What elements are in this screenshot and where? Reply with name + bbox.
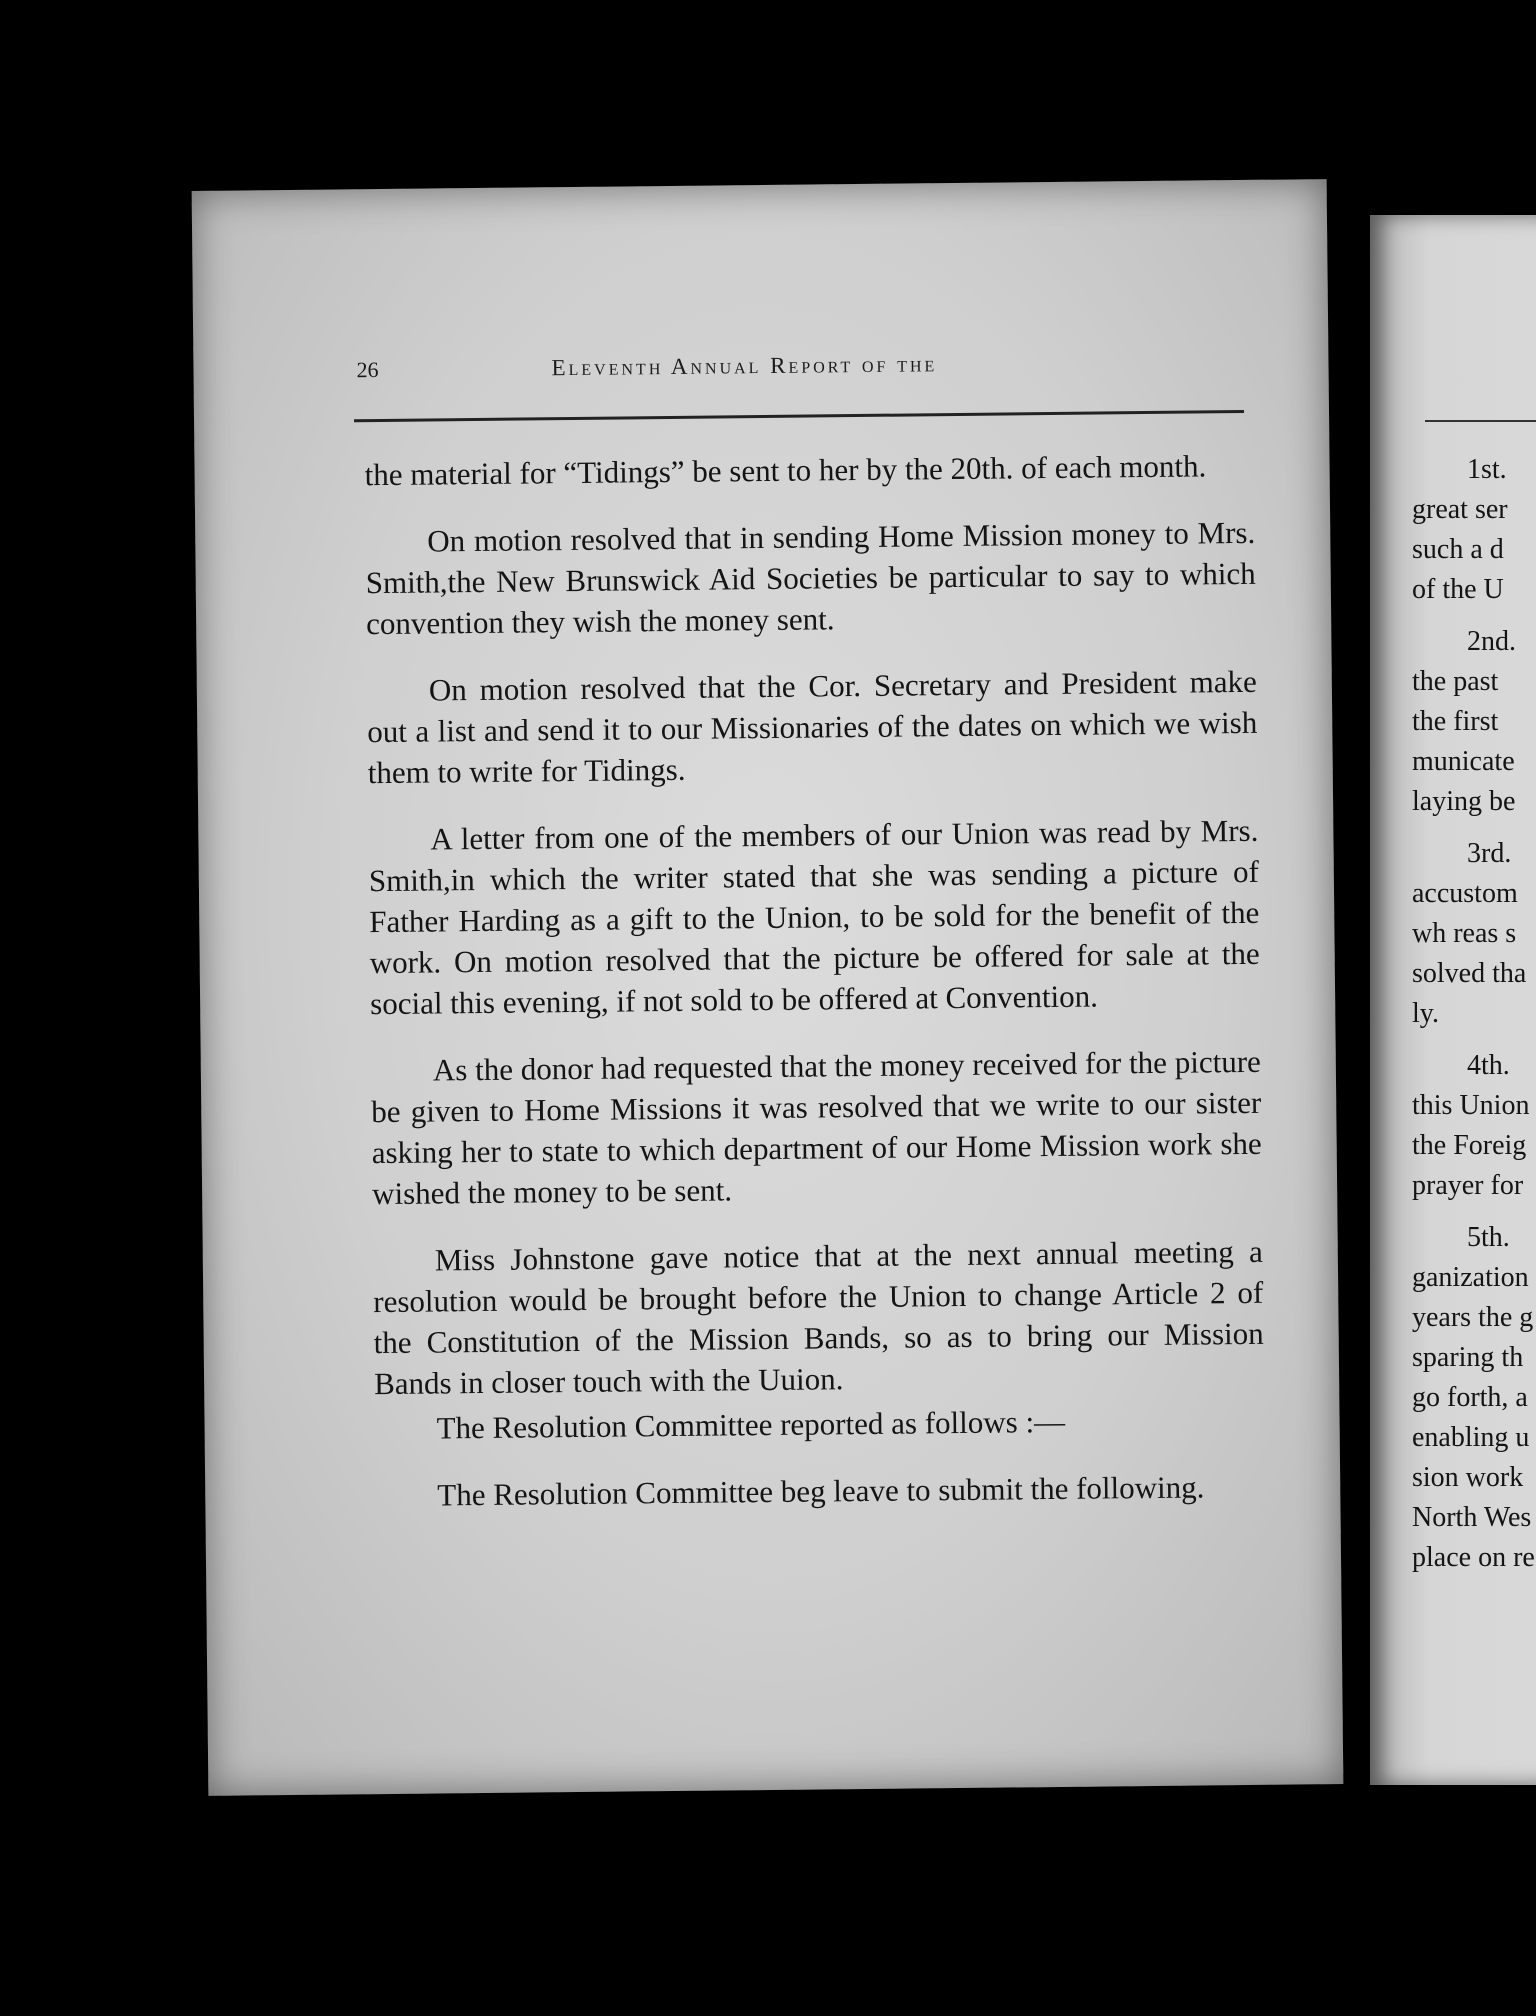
right-header-rule <box>1425 420 1536 422</box>
right-line: the first <box>1412 706 1499 737</box>
right-line: municate <box>1412 746 1515 777</box>
right-page-fragment <box>1370 215 1536 1785</box>
right-page-lines <box>1412 450 1536 1578</box>
right-line: 2nd. <box>1467 626 1516 657</box>
right-line: sparing th <box>1412 1342 1524 1373</box>
right-line: ly. <box>1412 998 1439 1029</box>
paragraph: the material for “Tidings” be sent to her by the 20th. of each month. <box>364 448 1207 493</box>
right-line: go forth, a <box>1412 1382 1528 1413</box>
right-line: solved tha <box>1412 958 1527 989</box>
right-line: North Wes <box>1412 1502 1532 1533</box>
paragraph: Miss Johnstone gave notice that at the next annual meeting a resolution would be brought before the Union to change Article 2 of the Constitution of the Mission Bands, so as to bring our Mission Bands in closer touch with the Uuion. <box>373 1233 1264 1402</box>
header-title: Eleventh Annual Report of the <box>551 351 938 381</box>
right-line: accustom <box>1412 878 1518 909</box>
page-number: 26 <box>356 357 379 383</box>
right-line: enabling u <box>1412 1422 1530 1453</box>
right-line: 5th. <box>1467 1222 1510 1253</box>
paragraph: On motion resolved that the Cor. Secretary and President make out a list and send it to our Missionaries of the dates on which we wish them to write for Tidings. <box>367 663 1258 791</box>
paragraph: A letter from one of the members of our Union was read by Mrs. Smith,in which the writer stated that she was sending a picture of Father Harding as a gift to the Union, to be sold for the benefit of the work. On motion resolved that the picture be offered for sale at the social this evening, if not sold to be offered at Convention. <box>368 812 1260 1022</box>
body-text <box>364 445 1265 1542</box>
right-line: place on re <box>1412 1542 1535 1573</box>
paragraph: On motion resolved that in sending Home Mission money to Mrs. Smith,the New Brunswick Aid Societies be particular to say to which convention they wish the money sent. <box>365 514 1256 642</box>
right-line: the Foreig <box>1412 1130 1527 1161</box>
right-line: 1st. <box>1467 454 1507 485</box>
right-line: 3rd. <box>1467 838 1512 869</box>
right-line: laying be <box>1412 786 1516 817</box>
right-line: such a d <box>1412 534 1504 565</box>
right-line: prayer for <box>1412 1170 1524 1201</box>
header-rule <box>354 410 1244 422</box>
right-line: sion work <box>1412 1462 1524 1493</box>
left-page <box>192 179 1344 1796</box>
right-line: great ser <box>1412 494 1508 525</box>
running-header <box>356 348 1256 383</box>
right-line: years the g <box>1412 1302 1534 1333</box>
right-line: wh reas s <box>1412 918 1517 949</box>
right-line: the past <box>1412 666 1499 697</box>
right-line: of the U <box>1412 574 1504 605</box>
paragraph: As the donor had requested that the money received for the picture be given to Home Missions it was resolved that we write to our sister asking her to state to which department of our Home Mission work she wished the money to be sent. <box>371 1043 1262 1212</box>
paragraph: The Resolution Committee reported as follows :— <box>436 1403 1066 1446</box>
right-line: ganization <box>1412 1262 1529 1293</box>
right-line: 4th. <box>1467 1050 1510 1081</box>
paragraph: The Resolution Committee beg leave to submit the following. <box>437 1469 1205 1513</box>
right-line: this Union <box>1412 1090 1530 1121</box>
